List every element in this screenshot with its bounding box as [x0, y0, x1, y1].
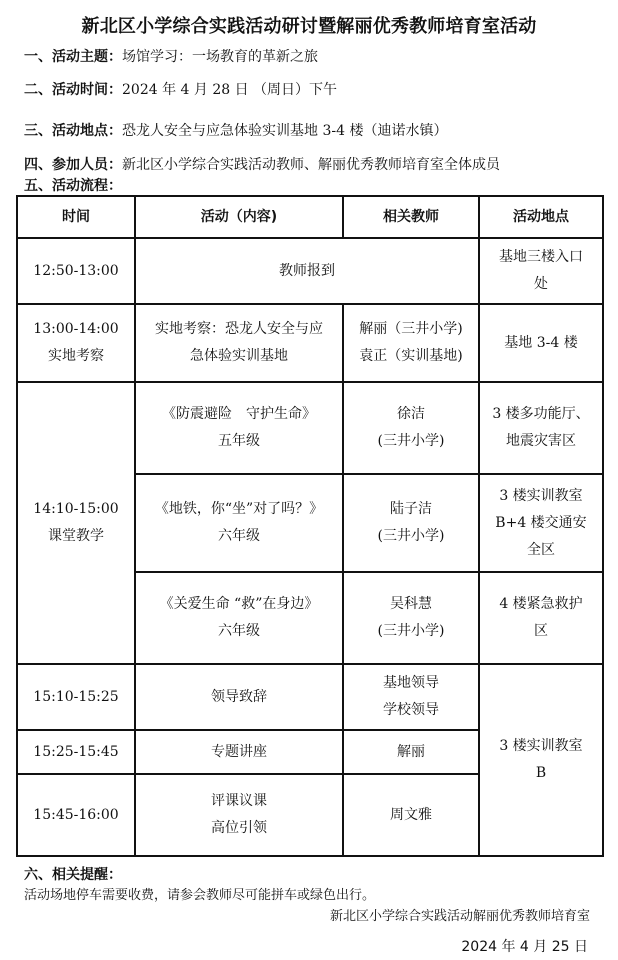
- cell-line: 3 楼实训教室: [499, 738, 583, 754]
- cell-line: 六年级: [218, 528, 260, 544]
- cell-line: 高位引领: [211, 820, 267, 836]
- cell-place: [479, 664, 603, 856]
- cell-line: (三井小学): [377, 528, 445, 544]
- cell-line: 评课议课: [211, 793, 267, 809]
- cell-line: 4 楼紧急救护: [499, 596, 583, 612]
- info-participants-value: 新北区小学综合实践活动教师、解丽优秀教师培育室全体成员: [122, 157, 500, 173]
- cell-teacher: [343, 664, 479, 730]
- table-row: [17, 664, 603, 730]
- cell-line: 地震灾害区: [506, 433, 576, 449]
- cell-line: 教师报到: [279, 262, 335, 279]
- cell-teacher: [343, 474, 479, 572]
- cell-line: (三井小学): [377, 433, 445, 449]
- info-participants: [24, 154, 500, 174]
- schedule-table: [16, 195, 604, 857]
- info-time-value: 2024 年 4 月 28 日 （周日）下午: [122, 82, 338, 98]
- cell-activity: [135, 730, 343, 774]
- cell-time: [17, 238, 135, 304]
- cell-line: 14:10-15:00: [33, 501, 119, 517]
- cell-line: 15:45-16:00: [33, 806, 119, 823]
- cell-line: 周文雅: [390, 806, 432, 823]
- cell-activity: [135, 572, 343, 664]
- cell-place: [479, 572, 603, 664]
- cell-place: [479, 474, 603, 572]
- cell-time: [17, 774, 135, 856]
- cell-time: [17, 382, 135, 664]
- document-date: 2024 年 4 月 25 日: [461, 939, 588, 955]
- cell-line: 《关爱生命 “救”在身边》: [159, 596, 319, 612]
- cell-line: 3 楼多功能厅、: [492, 406, 590, 422]
- notice-title: 六、相关提醒：: [24, 867, 122, 883]
- cell-line: 《地铁，你“坐”对了吗？》: [154, 501, 324, 517]
- table-row: [17, 238, 603, 304]
- info-theme: [24, 46, 318, 66]
- cell-line: 15:10-15:25: [33, 688, 119, 705]
- cell-line: 解丽: [397, 743, 425, 760]
- cell-line: 解丽（三井小学): [359, 321, 463, 337]
- info-process-label: 五、活动流程：: [24, 178, 122, 194]
- table-row: [17, 382, 603, 474]
- cell-activity: [135, 238, 479, 304]
- header-place: 活动地点: [479, 196, 603, 238]
- notice-text: 活动场地停车需要收费，请参会教师尽可能拼车或绿色出行。: [24, 888, 376, 903]
- cell-activity: [135, 382, 343, 474]
- cell-line: 基地三楼入口: [499, 249, 583, 265]
- cell-line: B: [535, 765, 547, 781]
- document-title: 新北区小学综合实践活动研讨暨解丽优秀教师培育室活动: [81, 16, 537, 37]
- cell-teacher: [343, 774, 479, 856]
- info-place: [24, 120, 447, 140]
- cell-line: 急体验实训基地: [190, 348, 288, 364]
- table-header-row: [17, 196, 603, 238]
- cell-teacher: [343, 730, 479, 774]
- cell-line: 专题讲座: [211, 743, 267, 760]
- signature: 新北区小学综合实践活动解丽优秀教师培育室: [329, 909, 590, 924]
- cell-line: B+4 楼交通安: [495, 514, 587, 531]
- cell-line: 六年级: [218, 623, 260, 639]
- cell-line: 全区: [527, 541, 555, 558]
- cell-place: [479, 304, 603, 382]
- cell-teacher: [343, 572, 479, 664]
- cell-place: [479, 238, 603, 304]
- cell-line: 《防震避险 守护生命》: [162, 406, 316, 422]
- cell-teacher: [343, 304, 479, 382]
- header-teacher: 相关教师: [343, 196, 479, 238]
- cell-line: 12:50-13:00: [33, 262, 119, 279]
- header-time: 时间: [17, 196, 135, 238]
- cell-line: 基地 3-4 楼: [504, 334, 578, 351]
- cell-line: 实地考察: [48, 348, 104, 364]
- cell-activity: [135, 304, 343, 382]
- info-time-label: 二、活动时间：: [24, 82, 122, 98]
- cell-line: 3 楼实训教室: [499, 487, 583, 504]
- cell-time: [17, 304, 135, 382]
- info-time: [24, 79, 337, 99]
- info-theme-label: 一、活动主题：: [24, 49, 122, 65]
- cell-line: 课堂教学: [48, 528, 104, 544]
- info-place-value: 恐龙人安全与应急体验实训基地 3-4 楼（迪诺水镇）: [122, 123, 448, 139]
- cell-line: 处: [534, 276, 548, 292]
- info-participants-label: 四、参加人员：: [24, 157, 122, 173]
- cell-line: 基地领导: [383, 675, 439, 691]
- cell-line: 袁正（实训基地): [359, 348, 463, 364]
- info-place-label: 三、活动地点：: [24, 123, 122, 139]
- info-process: [24, 175, 122, 195]
- cell-line: 徐洁: [397, 406, 425, 422]
- cell-time: [17, 730, 135, 774]
- cell-activity: [135, 474, 343, 572]
- cell-line: 15:25-15:45: [33, 743, 119, 760]
- cell-line: 领导致辞: [211, 688, 267, 705]
- header-activity: 活动（内容): [135, 196, 343, 238]
- cell-line: 13:00-14:00: [33, 321, 119, 337]
- cell-place: [479, 382, 603, 474]
- table-row: [17, 304, 603, 382]
- info-theme-value: 场馆学习：一场教育的革新之旅: [122, 49, 318, 65]
- cell-line: 学校领导: [383, 702, 439, 718]
- cell-activity: [135, 774, 343, 856]
- cell-teacher: [343, 382, 479, 474]
- cell-line: 吴科慧: [390, 596, 432, 612]
- cell-time: [17, 664, 135, 730]
- cell-line: 五年级: [218, 433, 260, 449]
- cell-line: 陆子洁: [390, 501, 432, 517]
- cell-line: 实地考察：恐龙人安全与应: [155, 321, 323, 337]
- cell-line: (三井小学): [377, 623, 445, 639]
- cell-activity: [135, 664, 343, 730]
- cell-line: 区: [534, 623, 548, 639]
